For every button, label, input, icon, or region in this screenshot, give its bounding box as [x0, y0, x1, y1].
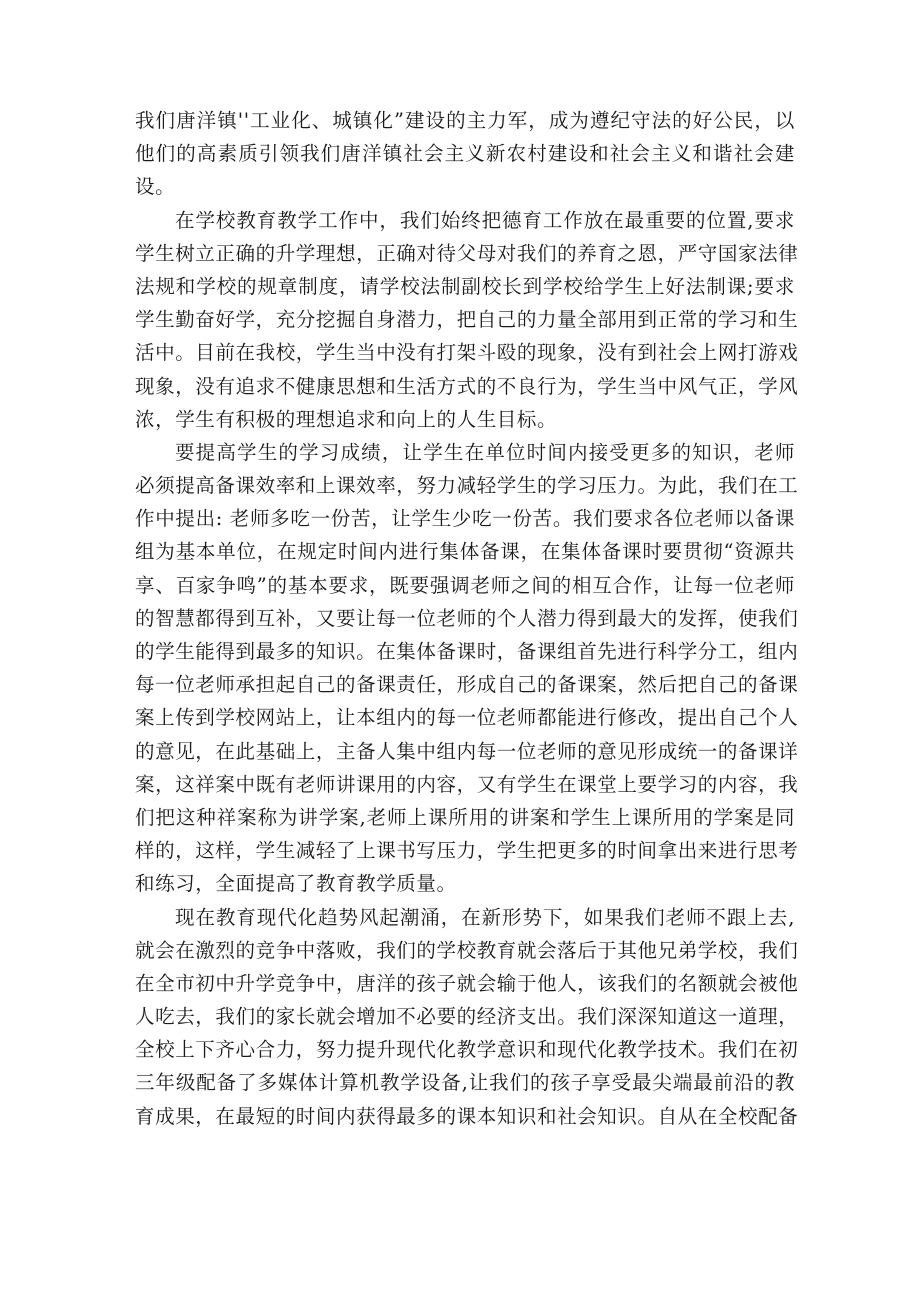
- text-line: 享、百家争鸣”的基本要求，既要强调老师之间的相互合作，让每一位老师: [135, 573, 795, 597]
- text-line: 现在教育现代化趋势风起潮涌，在新形势下，如果我们老师不跟上去,: [175, 905, 795, 929]
- text-line: 三年级配备了多媒体计算机教学设备,让我们的孩子享受最尖端最前沿的教: [135, 1071, 795, 1095]
- text-line: 学生勤奋好学，充分挖掘自身潜力，把自己的力量全部用到正常的学习和生: [135, 308, 799, 332]
- text-line: 和练习，全面提高了教育教学质量。: [135, 872, 457, 896]
- text-line: 就会在激烈的竞争中落败，我们的学校教育就会落后于其他兄弟学校，我们: [135, 938, 799, 962]
- text-line: 育成果，在最短的时间内获得最多的课本知识和社会知识。自从在全校配备: [135, 1104, 799, 1128]
- text-line: 全校上下齐心合力，努力提升现代化教学意识和现代化教学技术。我们在初: [135, 1038, 799, 1062]
- text-line: 法规和学校的规章制度，请学校法制副校长到学校给学生上好法制课;要求: [135, 274, 795, 298]
- text-line: 样的，这样，学生减轻了上课书写压力，学生把更多的时间拿出来进行思考: [135, 839, 799, 863]
- text-line: 每一位老师承担起自己的备课责任，形成自己的备课案，然后把自己的备课: [135, 673, 799, 697]
- text-line: 现象，没有追求不健康思想和生活方式的不良行为，学生当中风气正，学风: [135, 374, 799, 398]
- text-line: 要提高学生的学习成绩，让学生在单位时间内接受更多的知识，老师: [175, 440, 795, 464]
- text-line: 案上传到学校网站上，让本组内的每一位老师都能进行修改，提出自己个人: [135, 706, 799, 730]
- text-line: 他们的高素质引领我们唐洋镇社会主义新农村建设和社会主义和谐社会建: [135, 142, 795, 166]
- document-body: [135, 104, 799, 1133]
- text-line: 必须提高备课效率和上课效率，努力减轻学生的学习压力。为此，我们在工: [135, 474, 799, 498]
- text-line: 作中提出: 老师多吃一份苦，让学生少吃一份苦。我们要求各位老师以备课: [135, 507, 795, 531]
- text-line: 的学生能得到最多的知识。在集体备课时，备课组首先进行科学分工，组内: [135, 640, 799, 663]
- text-line: 的智慧都得到互补，又要让每一位老师的个人潜力得到最大的发挥，使我们: [135, 606, 799, 630]
- text-line: 的意见，在此基础上，主备人集中组内每一位老师的意见形成统一的备课详: [135, 739, 799, 763]
- text-line: 活中。目前在我校，学生当中没有打架斗殴的现象，没有到社会上网打游戏: [135, 341, 799, 365]
- text-line: 组为基本单位，在规定时间内进行集体备课，在集体备课时要贯彻“资源共: [135, 540, 795, 564]
- text-line: 学生树立正确的升学理想，正确对待父母对我们的养育之恩，严守国家法律: [135, 241, 799, 265]
- text-line: 浓，学生有积极的理想追求和向上的人生目标。: [135, 407, 558, 431]
- text-line: 在学校教育教学工作中，我们始终把德育工作放在最重要的位置,要求: [175, 208, 795, 232]
- text-line: 在全市初中升学竞争中，唐洋的孩子就会输于他人，该我们的名额就会被他: [135, 971, 799, 995]
- text-line: 案，这祥案中既有老师讲课用的内容，又有学生在课堂上要学习的内容，我: [135, 772, 799, 796]
- text-line: 我们唐洋镇''工业化、城镇化”建设的主力军，成为遵纪守法的好公民，以: [135, 109, 795, 132]
- text-line: 们把这种祥案称为讲学案,老师上课所用的讲案和学生上课所用的学案是同: [135, 805, 795, 829]
- text-line: 设。: [135, 175, 176, 199]
- text-line: 人吃去，我们的家长就会增加不必要的经济支出。我们深深知道这一道理，: [135, 1005, 799, 1029]
